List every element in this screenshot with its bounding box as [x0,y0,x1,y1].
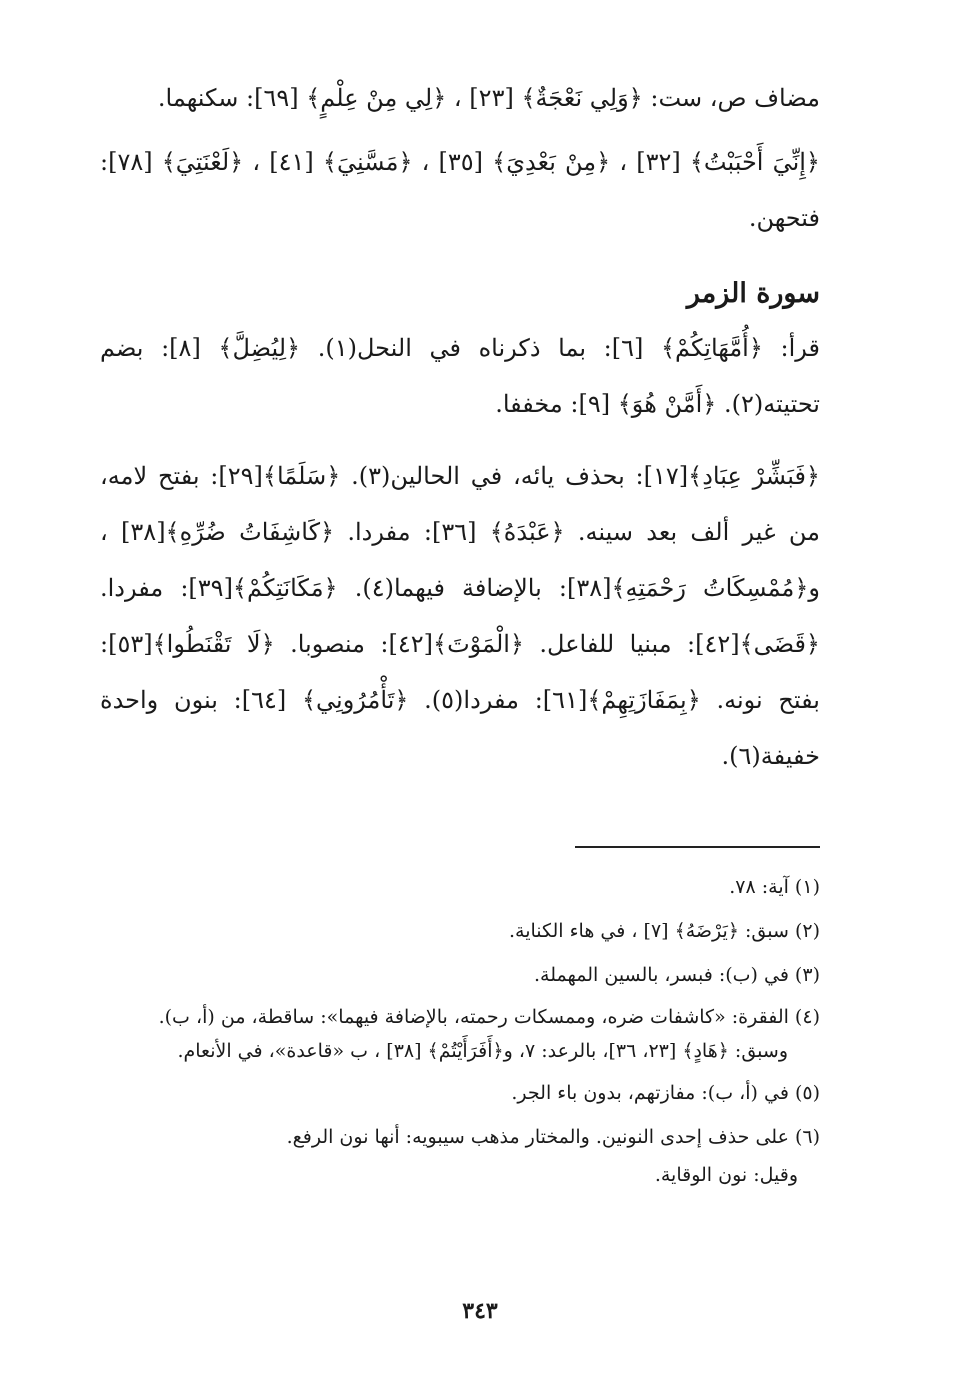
paragraph-gap [100,432,820,448]
footnotes [100,862,820,1194]
footnote-4: (٤) الفقرة: «كاشفات ضره، وممسكات رحمته، بالإضافة فيهما»: ساقطة، من (أ، ب). وسبق: ﴿هَادٍ﴾ [٢٣، ٣٦]، بالرعد: ٧، و﴿أَفَرَأَيْتُمْ﴾ [٣٨] ، ب «قاعدة»، في الأنعام. [158,1006,820,1062]
page-body [100,70,820,784]
footnote-1: (١) آية: ٧٨. [729,876,820,898]
paragraph-sad-fatha: ﴿إِنِّيَ أَحْبَبْتُ﴾ [٣٢] ، ﴿مِنْ بَعْدِيَ﴾ [٣٥] ، ﴿مَسَّنِيَ﴾ [٤١] ، ﴿لَعْنَتِيَ﴾ [٧٨]: فتحهن. [100,148,820,232]
footnote-6-continuation: وقيل: نون الوقاية. [654,1164,798,1186]
paragraph-sad-ending: مضاف ص، ست: ﴿وَلِي نَعْجَةٌ﴾ [٢٣] ، ﴿لِي مِنْ عِلْمٍ﴾ [٦٩]: سكنهما. [157,84,820,112]
page-number: ٣٤٣ [462,1298,498,1324]
footnote-6 [100,1118,820,1194]
footnote-6-text: (٦) على حذف إحدى النونين. والمختار مذهب سيبويه: أنها نون الرفع. [286,1126,820,1148]
footnote-5: (٥) في (أ، ب): مفازتهم، بدون باء الجر. [511,1082,820,1104]
footnote-3: (٣) في (ب): فبسر، بالسين المهملة. [534,964,820,986]
surah-title: سورة الزمر [686,278,820,309]
paragraph-zumar-readings-2: ﴿فَبَشِّرْ عِبَادِ﴾[١٧]: بحذف يائه، في الحالين(٣). ﴿سَلَمًا﴾[٢٩]: بفتح لامه، من غير ألف بعد سينه. ﴿عَبْدَهُ﴾ [٣٦]: مفردا. ﴿كَاشِفَاتُ ضُرِّهِ﴾[٣٨] ، و﴿مُمْسِكَاتُ رَحْمَتِهِ﴾[٣٨]: بالإضافة فيهما(٤). ﴿مَكَانَتِكُمْ﴾[٣٩]: مفردا. ﴿قَضَى﴾[٤٢]: مبنيا للفاعل. ﴿الْمَوْتَ﴾[٤٢]: منصوبا. ﴿لَا تَقْنَطُوا﴾[٥٣]: بفتح نونه. ﴿بِمَفَازَتِهِمْ﴾[٦١]: مفردا(٥). ﴿تَأْمُرُونِي﴾ [٦٤]: بنون واحدة خفيفة(٦). [100,462,820,770]
footnote-separator [575,846,820,848]
footnote-2: (٢) سبق: ﴿يَرْضَهُ﴾ [٧] ، في هاء الكناية. [508,920,820,942]
paragraph-zumar-readings-1: قرأ: ﴿أُمَّهَاتِكُمْ﴾ [٦]: بما ذكرناه في النحل(١). ﴿لِيُضِلَّ﴾ [٨]: بضم تحتيته(٢). ﴿أَمَّنْ هُوَ﴾ [٩]: مخففا. [100,334,821,418]
